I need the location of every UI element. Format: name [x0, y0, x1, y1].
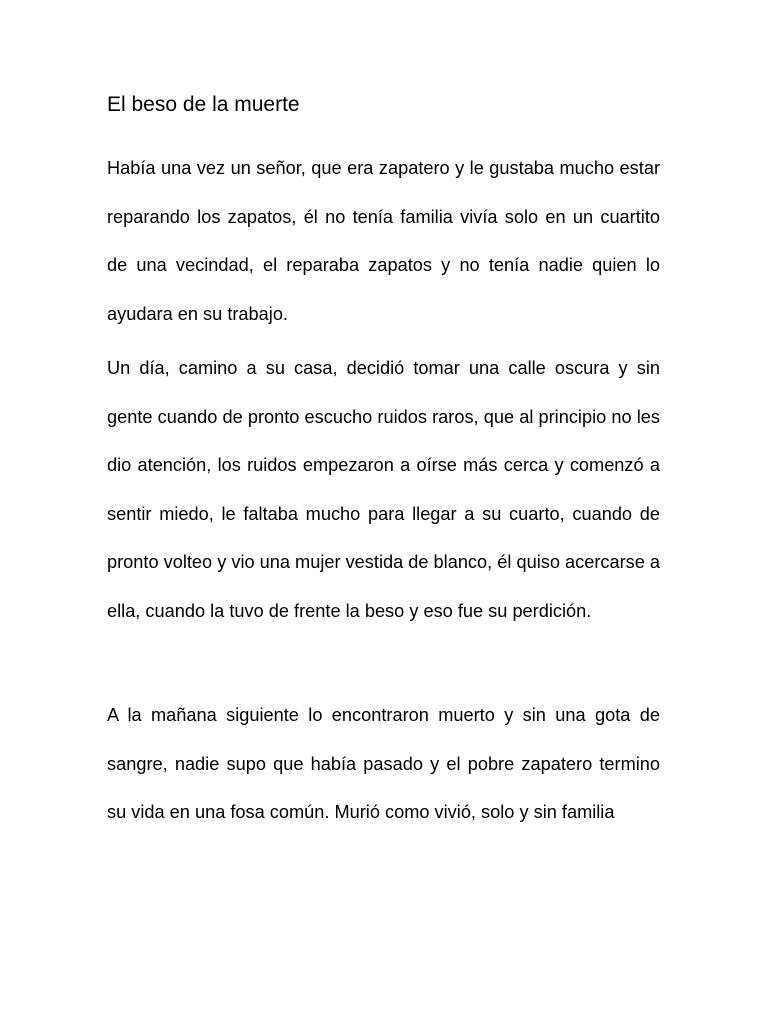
paragraph-3: A la mañana siguiente lo encontraron muerto y sin una gota de sangre, nadie supo que había pasado y el pobre zapatero termino su vida en una fosa común. Murió como vivió, solo y sin familia: [107, 705, 660, 822]
document-title: El beso de la muerte: [107, 93, 300, 116]
paragraph-2: Un día, camino a su casa, decidió tomar una calle oscura y sin gente cuando de pronto escucho ruidos raros, que al principio no les dio atención, los ruidos empezaron a oírse más cerca y comenzó a sentir miedo, le faltaba mucho para llegar a su cuarto, cuando de pronto volteo y vio una mujer vestida de blanco, él quiso acercarse a ella, cuando la tuvo de frente la beso y eso fue su perdición.: [107, 358, 661, 621]
paragraph-1: Había una vez un señor, que era zapatero y le gustaba mucho estar reparando los zapatos, él no tenía familia vivía solo en un cuartito de una vecindad, el reparaba zapatos y no tenía nadie quien lo ayudara en su trabajo.: [107, 158, 660, 324]
